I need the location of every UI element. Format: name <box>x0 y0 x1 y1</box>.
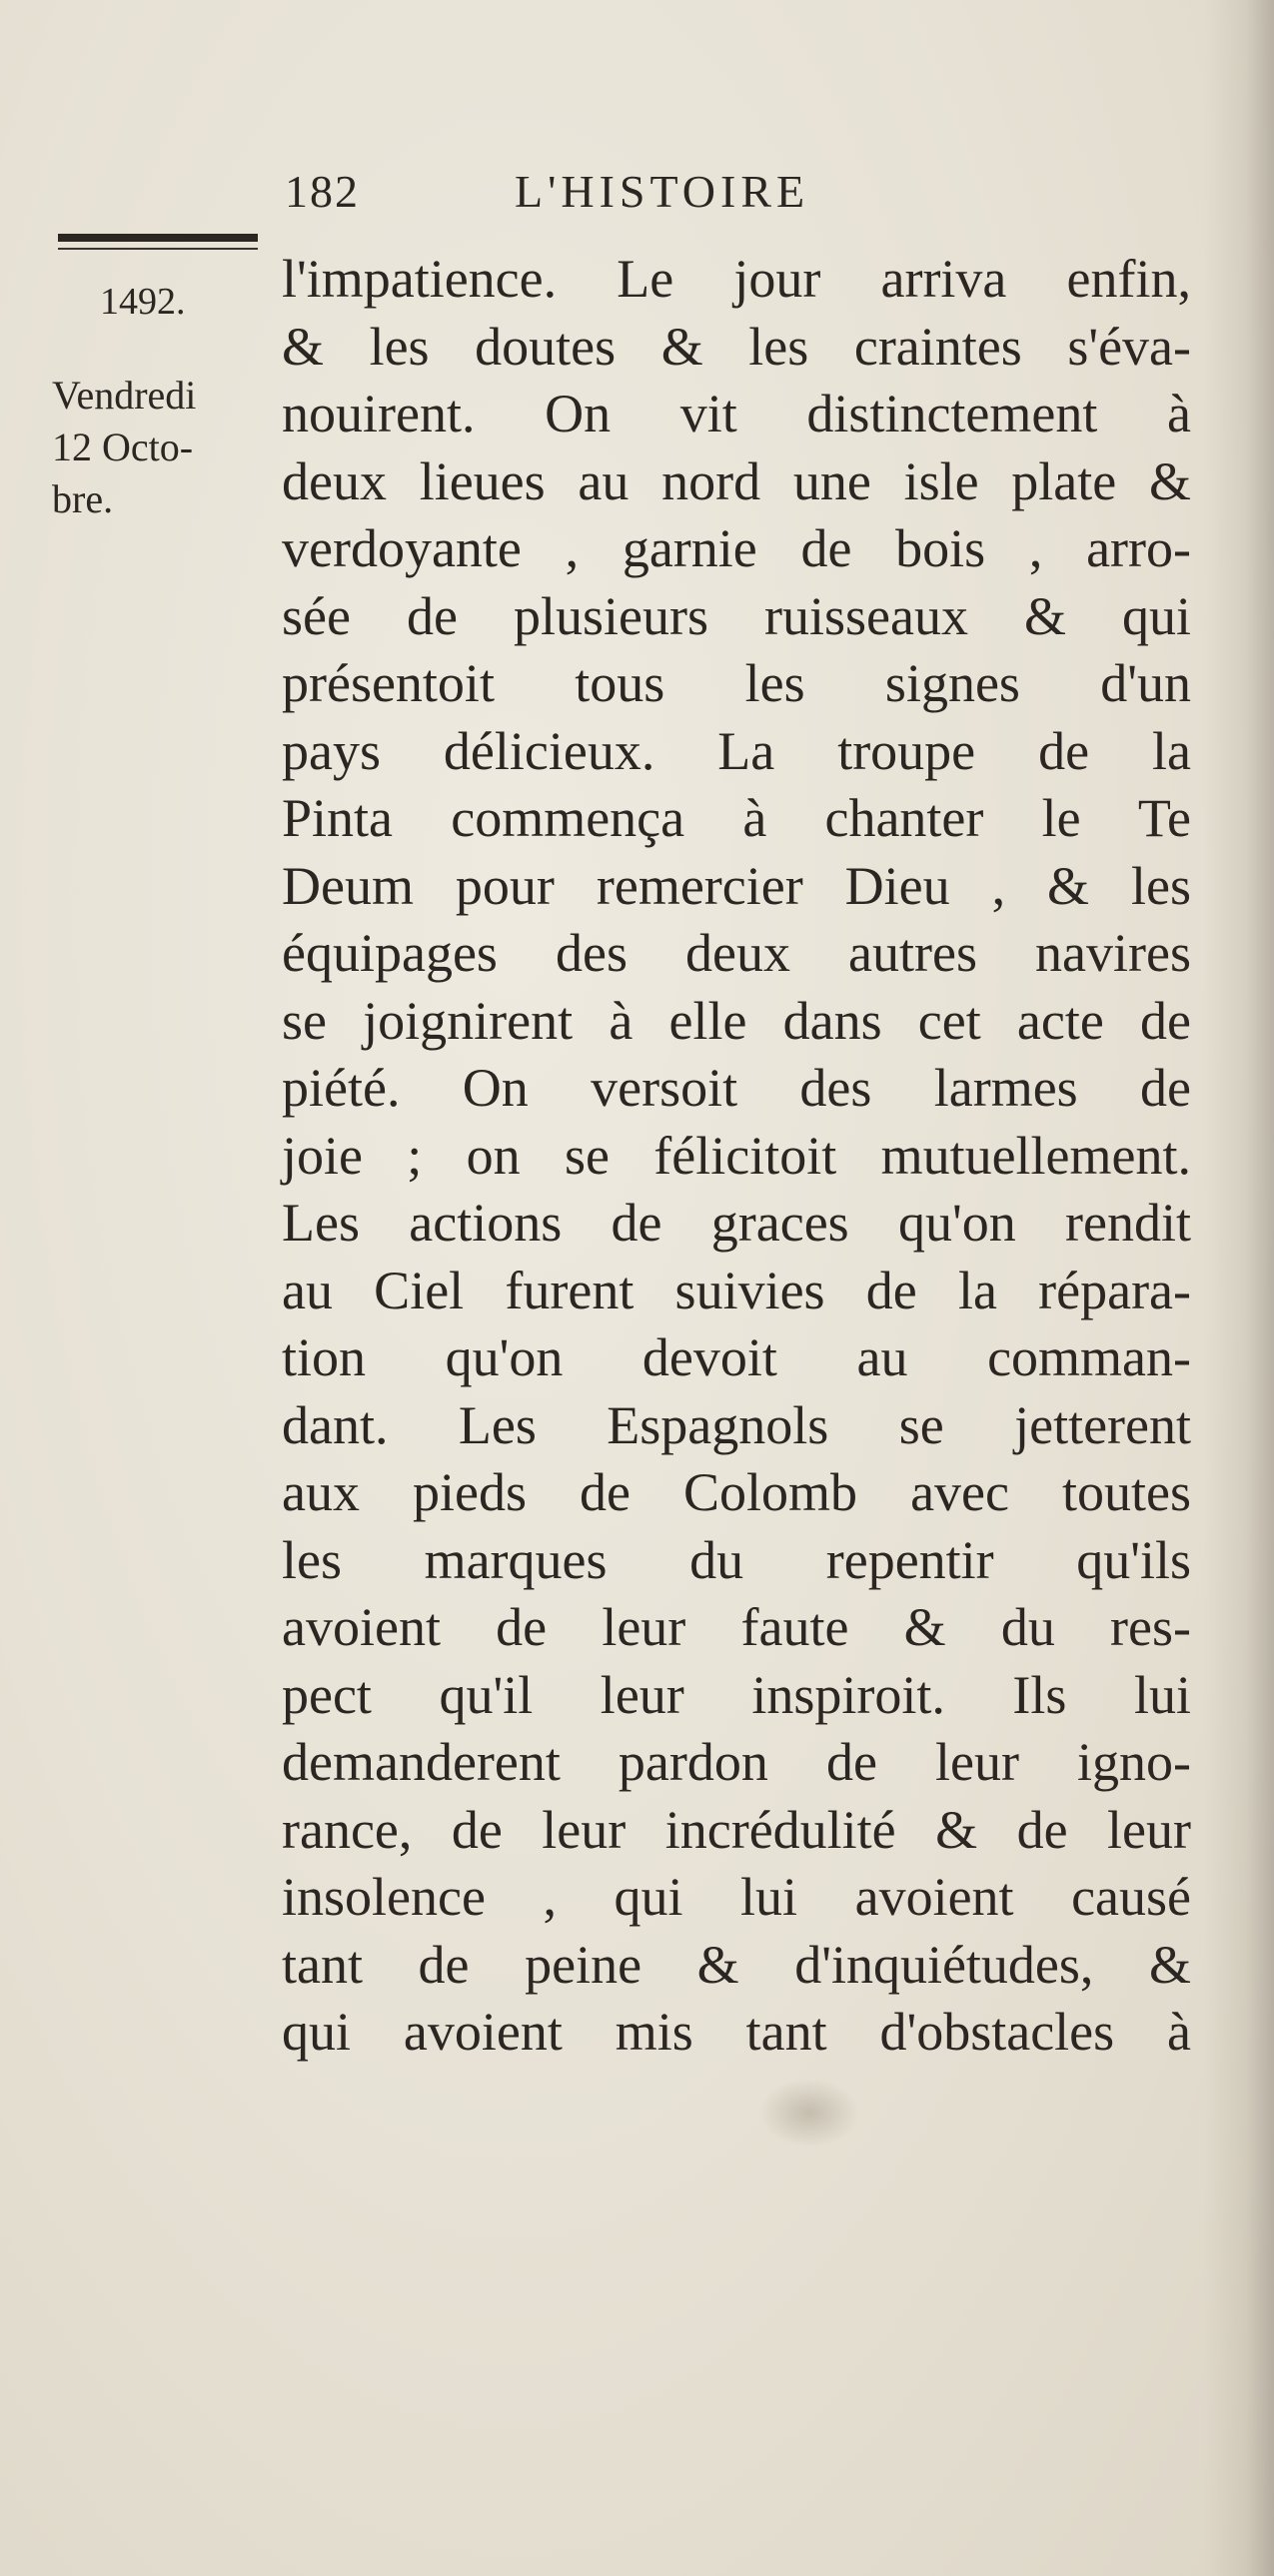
text-line: pect qu'il leur inspiroit. Ils lui <box>282 1664 1191 1725</box>
text-line: au Ciel furent suivies de la répara- <box>282 1260 1191 1320</box>
margin-note-line: Vendredi <box>52 373 197 418</box>
text-line: l'impatience. Le jour arriva enfin, <box>282 249 1191 309</box>
text-line: piété. On versoit des larmes de <box>282 1058 1191 1118</box>
ink-stain <box>759 2078 859 2147</box>
text-line: Deum pour remercier Dieu , & les <box>282 855 1191 916</box>
text-line: les marques du repentir qu'ils <box>282 1529 1191 1590</box>
text-line: joie ; on se félicitoit mutuellement. <box>282 1125 1191 1186</box>
margin-date-note <box>52 370 282 525</box>
text-line: se joignirent à elle dans cet acte de <box>282 990 1191 1051</box>
body-text <box>282 246 1191 2067</box>
page-gutter-shadow <box>1204 0 1274 2576</box>
text-line: avoient de leur faute & du res- <box>282 1597 1191 1657</box>
text-line: dant. Les Espagnols se jetterent <box>282 1394 1191 1455</box>
text-line: tion qu'on devoit au comman- <box>282 1327 1191 1387</box>
text-line: Pinta commença à chanter le Te <box>282 788 1191 848</box>
header-rule-thin <box>58 248 258 250</box>
margin-note-line: 12 Octo- <box>52 425 194 469</box>
text-line: deux lieues au nord une isle plate & <box>282 450 1191 511</box>
text-line: rance, de leur incrédulité & de leur <box>282 1799 1191 1860</box>
text-line: verdoyante , garnie de bois , arro- <box>282 518 1191 578</box>
text-line: tant de peine & d'inquiétudes, & <box>282 1934 1191 1995</box>
text-line: Les actions de graces qu'on rendit <box>282 1193 1191 1253</box>
text-line: qui avoient mis tant d'obstacles à <box>282 2002 1191 2062</box>
text-line: insolence , qui lui avoient causé <box>282 1867 1191 1927</box>
margin-year: 1492. <box>100 281 186 323</box>
text-line: équipages des deux autres navires <box>282 923 1191 983</box>
page-header <box>285 165 934 225</box>
text-line: aux pieds de Colomb avec toutes <box>282 1462 1191 1522</box>
text-line: demanderent pardon de leur igno- <box>282 1732 1191 1792</box>
margin-note-line: bre. <box>52 476 114 521</box>
text-line: sée de plusieurs ruisseaux & qui <box>282 585 1191 646</box>
text-line: pays délicieux. La troupe de la <box>282 720 1191 781</box>
page-number: 182 <box>285 166 360 217</box>
text-line: présentoit tous les signes d'un <box>282 653 1191 713</box>
header-rule <box>58 234 258 242</box>
running-head: L'HISTOIRE <box>515 166 810 217</box>
text-line: & les doutes & les craintes s'éva- <box>282 316 1191 377</box>
text-line: nouirent. On vit distinctement à <box>282 384 1191 443</box>
